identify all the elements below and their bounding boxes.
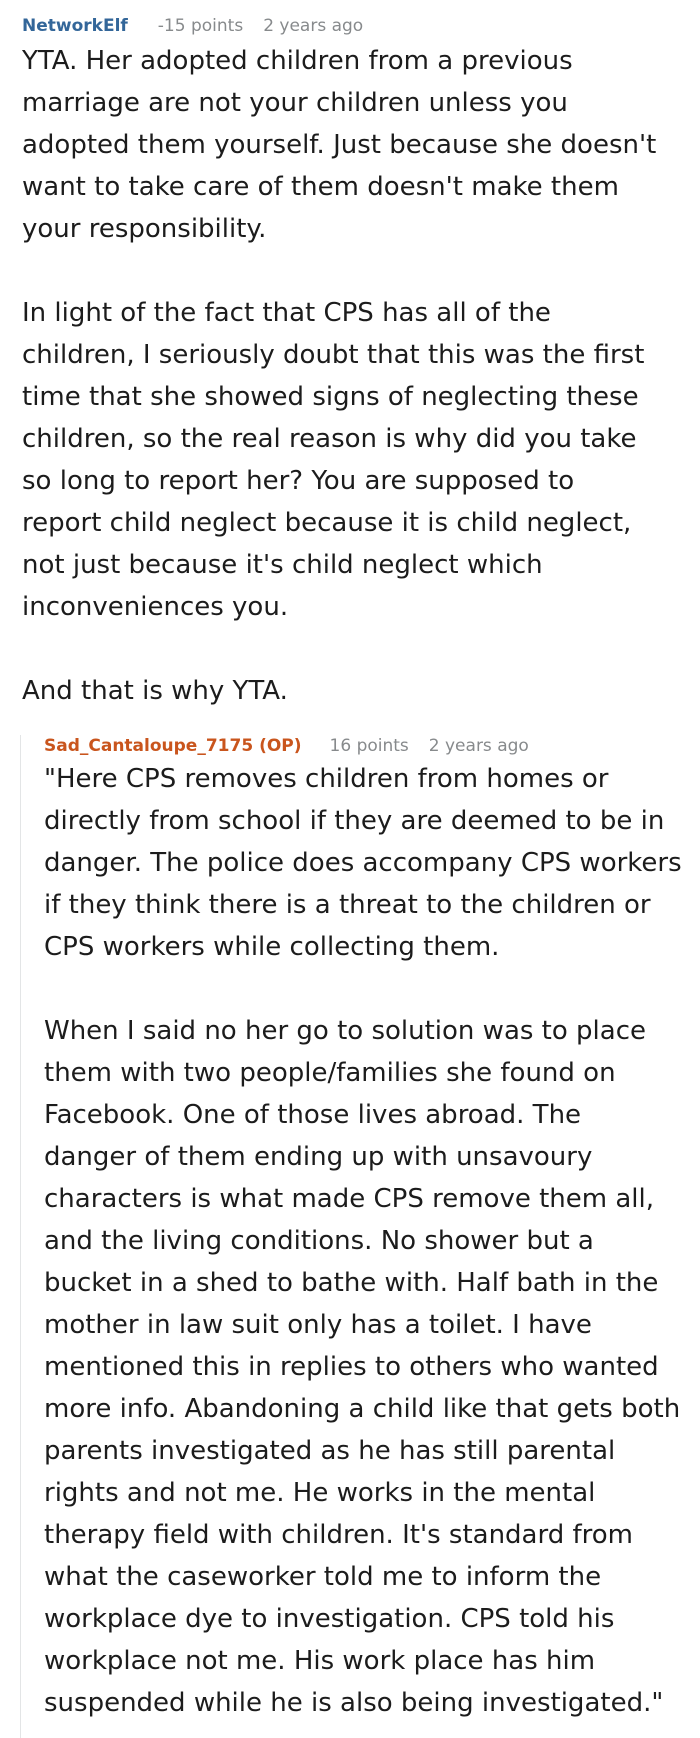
comment-meta xyxy=(22,16,694,36)
comment-body xyxy=(44,758,696,1724)
comment-body xyxy=(22,40,694,712)
reply-comment xyxy=(44,736,696,1724)
comment-paragraph: YTA. Her adopted children from a previous marriage are not your children unless you adopted them yourself. Just because she doesn't want to take care of them doesn't make them your responsibility. xyxy=(22,46,657,244)
comment-author-link[interactable]: NetworkElf xyxy=(22,16,128,36)
comment xyxy=(22,16,694,712)
comment-paragraph: And that is why YTA. xyxy=(22,676,288,706)
comment-points: 16 points xyxy=(329,736,409,756)
comment-timestamp[interactable]: 2 years ago xyxy=(263,16,364,36)
comment-author-link[interactable]: Sad_Cantaloupe_7175 (OP) xyxy=(44,736,302,756)
comment-paragraph: In light of the fact that CPS has all of the children, I seriously doubt that this was the first time that she showed signs of neglecting these children, so the real reason is why did you take so long to report her? You are supposed to report child neglect because it is child neglect, not just because it's child neglect which inconveniences you. xyxy=(22,298,645,622)
comment-timestamp[interactable]: 2 years ago xyxy=(428,736,529,756)
comment-meta xyxy=(44,736,696,756)
comment-paragraph: When I said no her go to solution was to place them with two people/families she found on Facebook. One of those lives abroad. The danger of them ending up with unsavoury characters is what made CPS remove them all, and the living conditions. No shower but a bucket in a shed to bathe with. Half bath in the mother in law suit only has a toilet. I have mentioned this in replies to others who wanted more info. Abandoning a child like that gets both parents investigated as he has still parental rights and not me. He works in the mental therapy field with children. It's standard from what the caseworker told me to inform the workplace dye to investigation. CPS told his workplace not me. His work place has him suspended while he is also being investigated." xyxy=(44,1016,681,1718)
comment-points: -15 points xyxy=(157,16,244,36)
thread-collapse-line[interactable] xyxy=(20,735,21,1738)
comment-paragraph: "Here CPS removes children from homes or directly from school if they are deemed to be in danger. The police does accompany CPS workers if they think there is a threat to the children or CPS workers while collecting them. xyxy=(44,764,682,962)
